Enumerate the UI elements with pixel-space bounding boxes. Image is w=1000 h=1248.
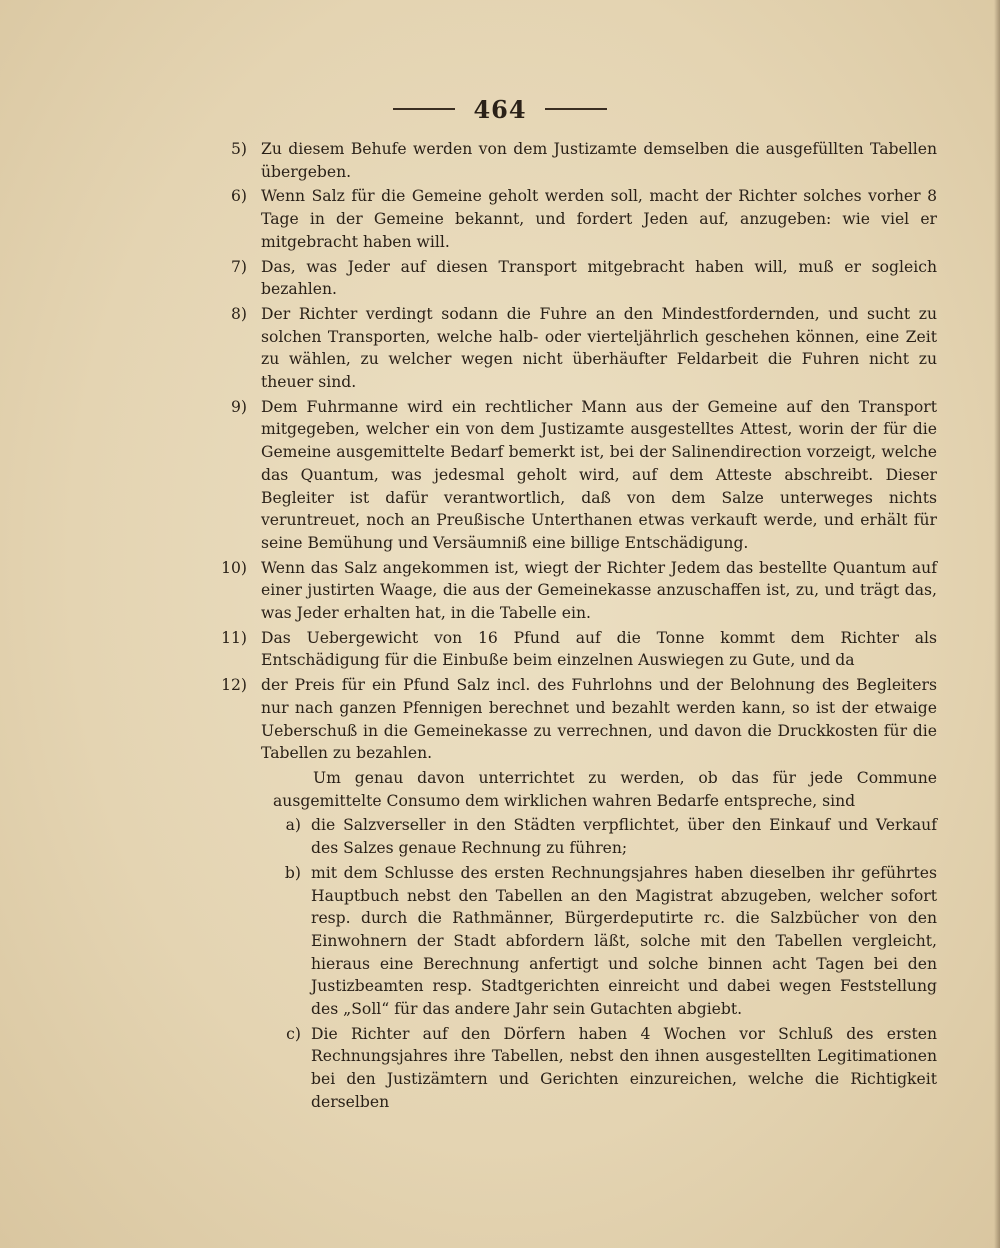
item-text: der Preis für ein Pfund Salz incl. des Fuhrlohns und der Belohnung des Begleiters nur nach ganzen Pfennigen berechnet und bezahlt werden kann, so ist der etwaige Ueberschuß in die Gemeinekasse zu verrechnen, und davon die Druckkosten für die Tabellen zu bezahlen. [261, 676, 937, 763]
item-number: 6) [230, 187, 247, 206]
item-text: Dem Fuhrmanne wird ein rechtlicher Mann aus der Gemeine auf den Transport mitgegeben, welcher ein von dem Justizamte ausgestelltes Attest, worin der für die Gemeine ausgemittelte Bedarf bemerkt ist, bei der Salinendirection vorzeigt, welche das Quantum, was jedesmal geholt wird, auf dem Atteste abschreibt. Dieser Begleiter ist dafür verantwortlich, daß von dem Salze unterweges nichts veruntreuet, noch an Preußische Unterthanen etwas verkauft werde, und erhält für seine Bemühung und Versäumniß eine billige Entschädigung. [261, 397, 937, 552]
item-number: 9) [230, 397, 247, 416]
numbered-item-5 [215, 138, 937, 183]
body-text [215, 138, 937, 1114]
numbered-item-6 [215, 185, 937, 253]
sub-item-label: c) [286, 1024, 301, 1043]
item-number: 7) [230, 257, 247, 276]
sub-item-a [215, 814, 937, 859]
numbered-item-7 [215, 256, 937, 301]
page-edge-shadow [994, 0, 1000, 1248]
page-header [0, 92, 1000, 126]
item-text: Der Richter verdingt sodann die Fuhre an den Mindestfordernden, und sucht zu solchen Transporten, welche halb- oder vierteljährlich geschehen können, eine Zeit zu wählen, zu welcher wegen nicht überhäufter Feldarbeit die Fuhren nicht zu theuer sind. [261, 304, 937, 392]
item-number: 5) [230, 140, 247, 158]
item-number: 11) [221, 628, 247, 647]
header-rule-right [545, 108, 607, 110]
item-text: Zu diesem Behufe werden von dem Justizamte demselben die ausgefüllten Tabellen übergeben. [261, 140, 937, 181]
sub-item-text: Die Richter auf den Dörfern haben 4 Wochen vor Schluß des ersten Rechnungsjahres ihre Tabellen, nebst den ihnen ausgestellten Legitimationen bei den Justizämtern und Gerichten einzureichen, welche die Richtigkeit derselben [311, 1024, 937, 1111]
sub-item-c [215, 1023, 937, 1114]
item-number: 8) [230, 304, 247, 323]
numbered-item-8 [215, 303, 937, 394]
item-number: 10) [221, 558, 247, 577]
sub-item-label: a) [285, 816, 301, 835]
numbered-item-10 [215, 557, 937, 625]
item-text: Das, was Jeder auf diesen Transport mitgebracht haben will, muß er sogleich bezahlen. [261, 257, 937, 299]
item-number: 12) [221, 676, 247, 695]
sub-item-text: die Salzverseller in den Städten verpflichtet, über den Einkauf und Verkauf des Salzes genaue Rechnung zu führen; [311, 816, 937, 858]
page-number: 464 [473, 94, 527, 124]
numbered-item-11 [215, 627, 937, 672]
sub-item-label: b) [284, 863, 301, 882]
header-rule-left [393, 108, 455, 110]
sub-item-text: mit dem Schlusse des ersten Rechnungsjahres haben dieselben ihr geführtes Hauptbuch nebst den Tabellen an den Magistrat abzugeben, welcher sofort resp. durch die Rathmänner, Bürgerdeputirte rc. die Salzbücher von den Einwohnern der Stadt abfordern läßt, solche mit den Tabellen vergleicht, hieraus eine Berechnung anfertigt und solche binnen acht Tagen bei den Justizbeamten resp. Stadtgerichten einreicht und dabei wegen Feststellung des „Soll“ für das andere Jahr sein Gutachten abgiebt. [311, 863, 937, 1019]
item-text: Das Uebergewicht von 16 Pfund auf die Tonne kommt dem Richter als Entschädigung für die Einbuße beim einzelnen Auswiegen zu Gute, und da [261, 628, 937, 670]
item-text: Wenn Salz für die Gemeine geholt werden soll, macht der Richter solches vorher 8 Tage in der Gemeine bekannt, und fordert Jeden auf, anzugeben: wie viel er mitgebracht haben will. [261, 187, 937, 251]
numbered-item-12 [215, 674, 937, 765]
sub-item-b [215, 862, 937, 1021]
item-text: Wenn das Salz angekommen ist, wiegt der Richter Jedem das bestellte Quantum auf einer justirten Waage, die aus der Gemeinekasse anzuschaffen ist, zu, und trägt das, was Jeder erhalten hat, in die Tabelle ein. [261, 558, 937, 623]
numbered-item-9 [215, 396, 937, 555]
body-paragraph: Um genau davon unterrichtet zu werden, ob das für jede Commune ausgemittelte Consumo dem wirklichen wahren Bedarfe entspreche, sind [273, 768, 937, 810]
